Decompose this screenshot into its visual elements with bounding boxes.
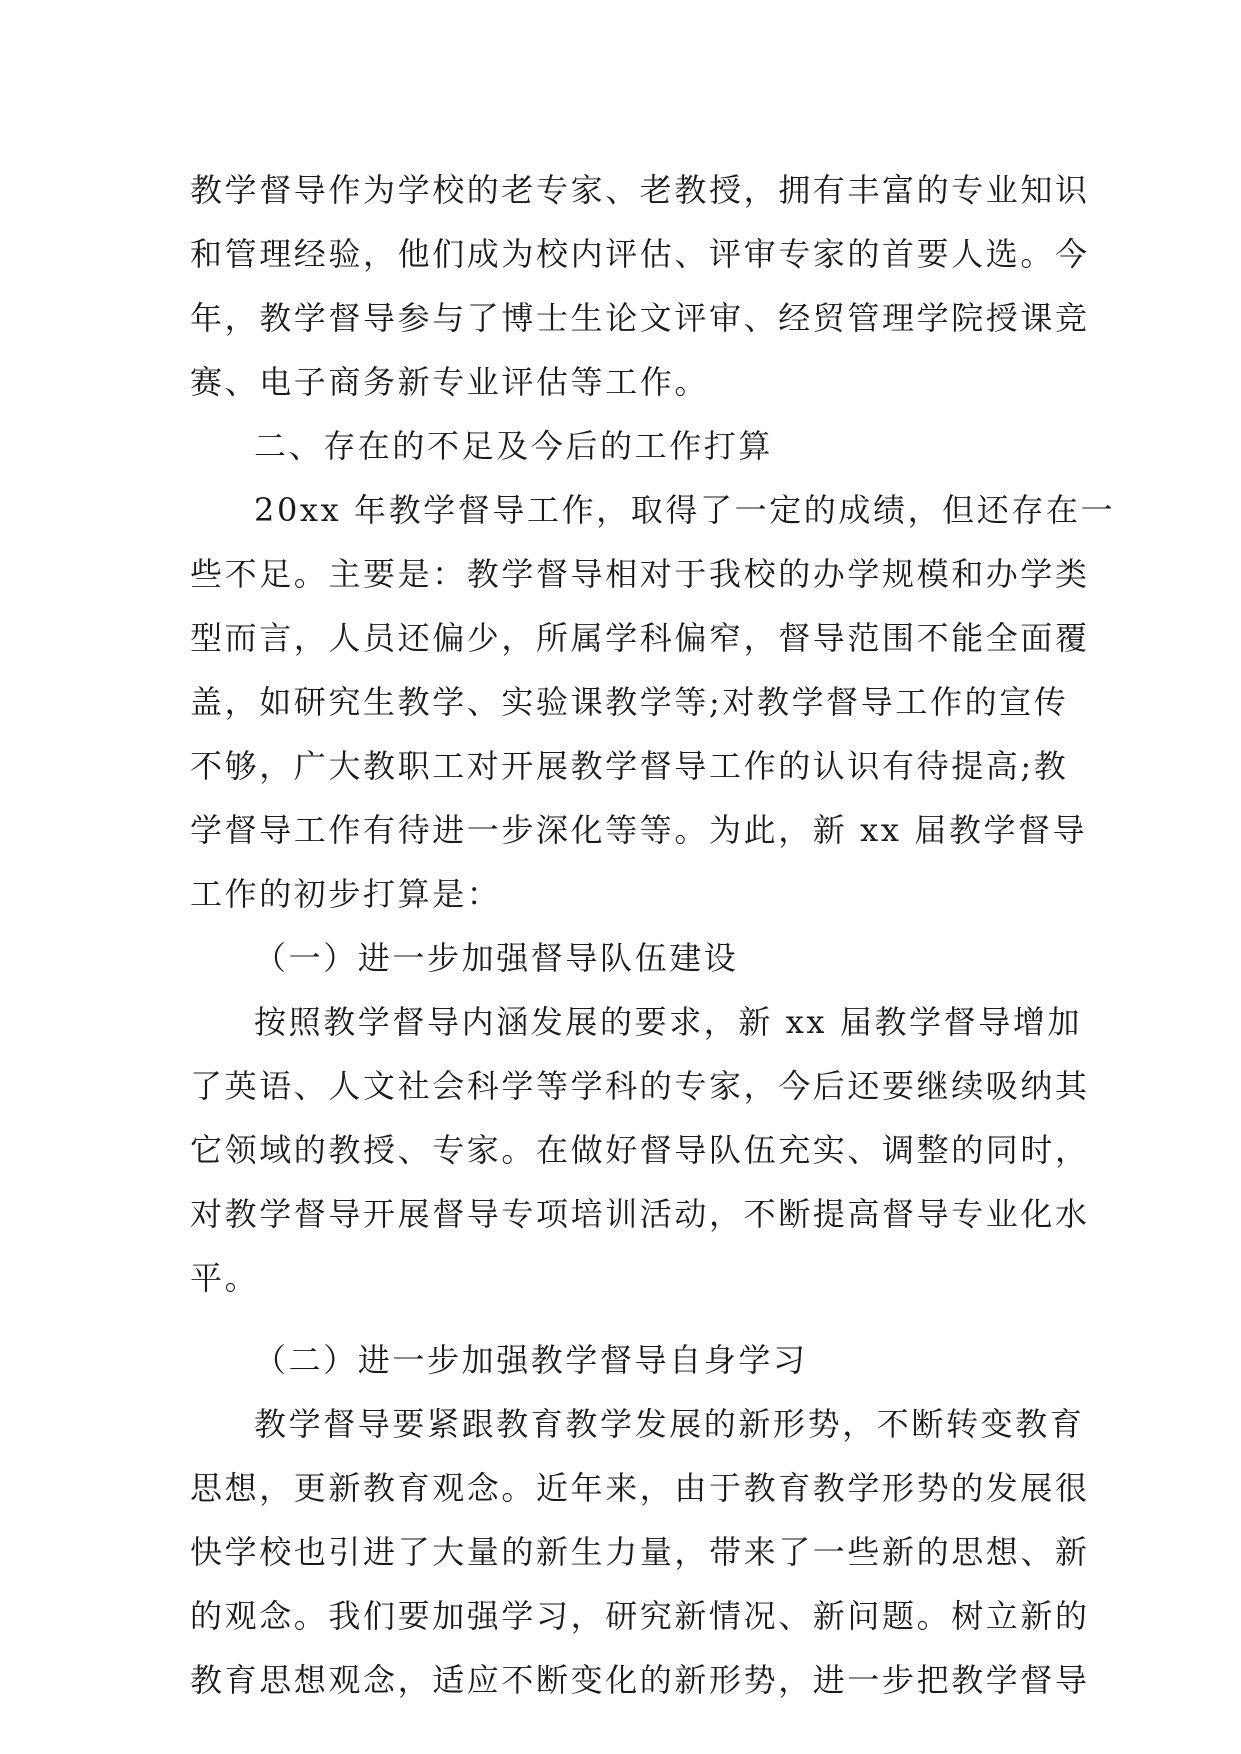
subheading-self-learning: （二）进一步加强教学督导自身学习 xyxy=(254,1341,808,1379)
text-line: 快学校也引进了大量的新生力量，带来了一些新的思想、新 xyxy=(190,1533,1090,1571)
text-line: 些不足。主要是：教学督导相对于我校的办学规模和办学类 xyxy=(190,555,1090,593)
text-line: 思想，更新教育观念。近年来，由于教育教学形势的发展很 xyxy=(190,1469,1090,1507)
text-line: 20xx 年教学督导工作，取得了一定的成绩，但还存在一 xyxy=(254,491,1116,529)
text-line: 对教学督导开展督导专项培训活动，不断提高督导专业化水 xyxy=(190,1195,1090,1233)
paragraph-expert-review xyxy=(190,158,1090,414)
subheading-team-building: （一）进一步加强督导队伍建设 xyxy=(254,939,739,977)
text-line: 平。 xyxy=(190,1259,260,1297)
text-line: 不够，广大教职工对开展教学督导工作的认识有待提高;教 xyxy=(190,747,1069,785)
spacer xyxy=(190,1310,1056,1328)
text-line: 赛、电子商务新专业评估等工作。 xyxy=(190,363,710,401)
section-heading-shortcomings: 二、存在的不足及今后的工作打算 xyxy=(254,427,774,465)
text-line: 和管理经验，他们成为校内评估、评审专家的首要人选。今 xyxy=(190,235,1090,273)
text-line: 它领域的教授、专家。在做好督导队伍充实、调整的同时， xyxy=(190,1131,1090,1169)
text-line: 的观念。我们要加强学习，研究新情况、新问题。树立新的 xyxy=(190,1597,1090,1635)
text-line: 教学督导作为学校的老专家、老教授，拥有丰富的专业知识 xyxy=(190,171,1090,209)
paragraph-team-building xyxy=(190,990,1090,1310)
text-line: 型而言，人员还偏少，所属学科偏窄，督导范围不能全面覆 xyxy=(190,619,1090,657)
paragraph-shortcomings xyxy=(190,478,1116,926)
text-line: 教学督导要紧跟教育教学发展的新形势，不断转变教育 xyxy=(254,1405,1085,1443)
text-line: 工作的初步打算是： xyxy=(190,875,502,913)
text-line: 按照教学督导内涵发展的要求，新 xx 届教学督导增加 xyxy=(254,1003,1083,1041)
text-line: 盖，如研究生教学、实验课教学等;对教学督导工作的宣传 xyxy=(190,683,1069,721)
text-line: 了英语、人文社会科学等学科的专家，今后还要继续吸纳其 xyxy=(190,1067,1090,1105)
document-body xyxy=(190,158,1116,1712)
text-line: 教育思想观念，适应不断变化的新形势，进一步把教学督导 xyxy=(190,1661,1090,1699)
paragraph-self-learning xyxy=(190,1392,1090,1712)
text-line: 年，教学督导参与了博士生论文评审、经贸管理学院授课竞 xyxy=(190,299,1090,337)
text-line: 学督导工作有待进一步深化等等。为此，新 xx 届教学督导 xyxy=(190,811,1088,849)
